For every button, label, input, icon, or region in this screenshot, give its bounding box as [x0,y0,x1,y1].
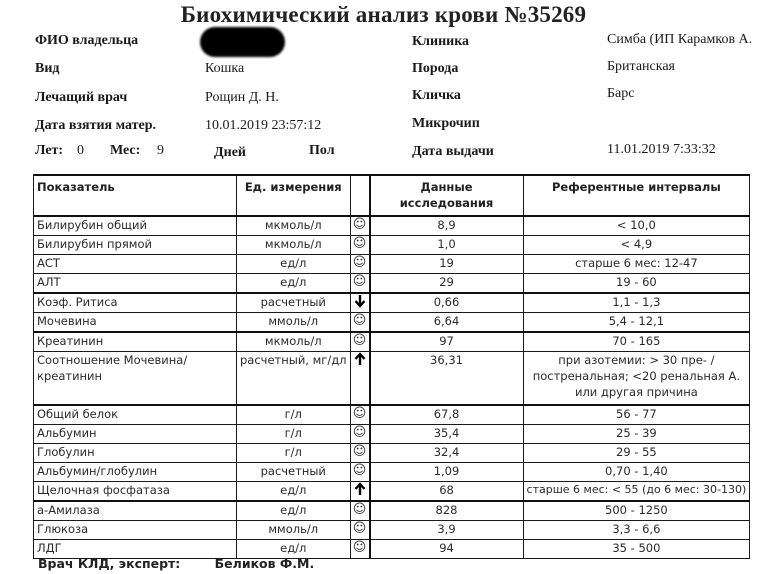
table-row [34,293,750,313]
smiley-normal-icon: ☺ [350,444,370,463]
signature-name: Беликов Ф.М. [214,556,315,571]
reference-range: при азотемии: > 30 пре- /постренальная; <20 ренальная А. или другая причина [523,352,750,406]
sex-label: Пол [309,143,335,158]
parameter-value: 828 [370,501,524,521]
parameter-value: 19 [370,255,524,274]
reference-range: < 4,9 [523,236,750,255]
parameter-value: 0,66 [370,293,524,313]
reference-range: 3,3 - 6,6 [523,521,750,540]
nickname-value: Барс [607,86,635,101]
reference-range: 500 - 1250 [523,501,750,521]
parameter-unit: ед/л [237,540,351,559]
table-row [34,482,750,502]
column-header-flag [350,175,370,216]
reference-range: 0,70 - 1,40 [523,463,750,482]
table-row [34,236,750,255]
parameter-name: Альбумин [34,425,237,444]
table-header-row [34,175,750,216]
years-value: 0 [77,143,84,158]
years-label: Лет: [35,143,64,158]
nickname-label: Кличка [412,88,461,103]
parameter-name: Щелочная фосфатаза [34,482,237,502]
arrow-up-icon [350,482,370,502]
parameter-unit: расчетный [237,293,351,313]
parameter-unit: расчетный [237,463,351,482]
parameter-value: 29 [370,274,524,294]
table-row [34,444,750,463]
smiley-normal-icon: ☺ [350,425,370,444]
parameter-unit: ммоль/л [237,521,351,540]
parameter-unit: ед/л [237,482,351,502]
reference-range: 1,1 - 1,3 [523,293,750,313]
redacted-owner-name [200,27,285,57]
parameter-name: Соотношение Мочевина/креатинин [34,352,237,406]
parameter-unit: ед/л [237,255,351,274]
table-row [34,216,750,236]
parameter-unit: мкмоль/л [237,236,351,255]
arrow-up-icon [350,352,370,406]
parameter-value: 36,31 [370,352,524,406]
reference-range: 70 - 165 [523,332,750,352]
owner-label: ФИО владельца [35,33,139,48]
table-row [34,521,750,540]
clinic-value: Симба (ИП Карамков А. [607,32,753,47]
parameter-unit: ед/л [237,501,351,521]
breed-value: Британская [607,59,675,74]
table-row [34,313,750,333]
microchip-label: Микрочип [412,116,480,131]
parameter-unit: г/л [237,444,351,463]
parameter-value: 1,09 [370,463,524,482]
column-header-reference: Референтные интервалы [523,175,750,216]
breed-label: Порода [412,61,459,76]
parameter-name: Альбумин/глобулин [34,463,237,482]
days-label: Дней [214,145,246,160]
smiley-normal-icon: ☺ [350,274,370,294]
parameter-name: Коэф. Ритиса [34,293,237,313]
doctor-label: Лечащий врач [35,90,128,105]
parameter-name: Билирубин прямой [34,236,237,255]
issue-date-label: Дата выдачи [412,144,494,159]
smiley-normal-icon: ☺ [350,540,370,559]
smiley-normal-icon: ☺ [350,405,370,425]
smiley-normal-icon: ☺ [350,463,370,482]
table-row [34,501,750,521]
table-row [34,463,750,482]
parameter-unit: ед/л [237,274,351,294]
parameter-name: Общий белок [34,405,237,425]
reference-range: 19 - 60 [523,274,750,294]
table-row [34,255,750,274]
parameter-value: 94 [370,540,524,559]
reference-range: старше 6 мес: 12-47 [523,255,750,274]
parameter-name: а-Амилаза [34,501,237,521]
parameter-name: АЛТ [34,274,237,294]
parameter-name: Билирубин общий [34,216,237,236]
reference-range: 5,4 - 12,1 [523,313,750,333]
table-row [34,332,750,352]
smiley-normal-icon: ☺ [350,313,370,333]
doctor-value: Рощин Д. Н. [205,90,279,105]
months-label: Мес: [110,143,141,158]
species-value: Кошка [205,61,245,76]
table-row [34,425,750,444]
signature-line [38,556,314,571]
parameter-value: 3,9 [370,521,524,540]
months-value: 9 [157,143,164,158]
smiley-normal-icon: ☺ [350,216,370,236]
reference-range: < 10,0 [523,216,750,236]
parameter-value: 68 [370,482,524,502]
smiley-normal-icon: ☺ [350,236,370,255]
results-table [33,174,750,559]
parameter-value: 35,4 [370,425,524,444]
parameter-value: 6,64 [370,313,524,333]
column-header-parameter: Показатель [34,175,237,216]
species-label: Вид [35,61,60,76]
smiley-normal-icon: ☺ [350,501,370,521]
reference-range: 29 - 55 [523,444,750,463]
smiley-normal-icon: ☺ [350,332,370,352]
smiley-normal-icon: ☺ [350,521,370,540]
parameter-name: АСТ [34,255,237,274]
table-row [34,352,750,406]
table-row [34,274,750,294]
parameter-name: Мочевина [34,313,237,333]
report-title: Биохимический анализ крови №35269 [180,2,587,27]
parameter-unit: ммоль/л [237,313,351,333]
reference-range: 25 - 39 [523,425,750,444]
parameter-value: 67,8 [370,405,524,425]
parameter-unit: мкмоль/л [237,216,351,236]
sample-date-label: Дата взятия матер. [35,118,157,133]
reference-range: 56 - 77 [523,405,750,425]
parameter-value: 97 [370,332,524,352]
issue-date-value: 11.01.2019 7:33:32 [607,142,716,157]
parameter-value: 1,0 [370,236,524,255]
reference-range: старше 6 мес: < 55 (до 6 мес: 30-130) [523,482,750,502]
parameter-unit: г/л [237,405,351,425]
parameter-unit: г/л [237,425,351,444]
parameter-name: ЛДГ [34,540,237,559]
arrow-down-icon [350,293,370,313]
parameter-unit: мкмоль/л [237,332,351,352]
parameter-name: Глюкоза [34,521,237,540]
smiley-normal-icon: ☺ [350,255,370,274]
column-header-unit: Ед. измерения [237,175,351,216]
table-row [34,405,750,425]
reference-range: 35 - 500 [523,540,750,559]
sample-date-value: 10.01.2019 23:57:12 [205,118,322,133]
signature-label: Врач КЛД, эксперт: [38,556,181,571]
column-header-value: Данные исследования [370,175,524,216]
clinic-label: Клиника [412,34,470,49]
parameter-name: Креатинин [34,332,237,352]
parameter-name: Глобулин [34,444,237,463]
parameter-unit: расчетный, мг/дл [237,352,351,406]
parameter-value: 8,9 [370,216,524,236]
parameter-value: 32,4 [370,444,524,463]
